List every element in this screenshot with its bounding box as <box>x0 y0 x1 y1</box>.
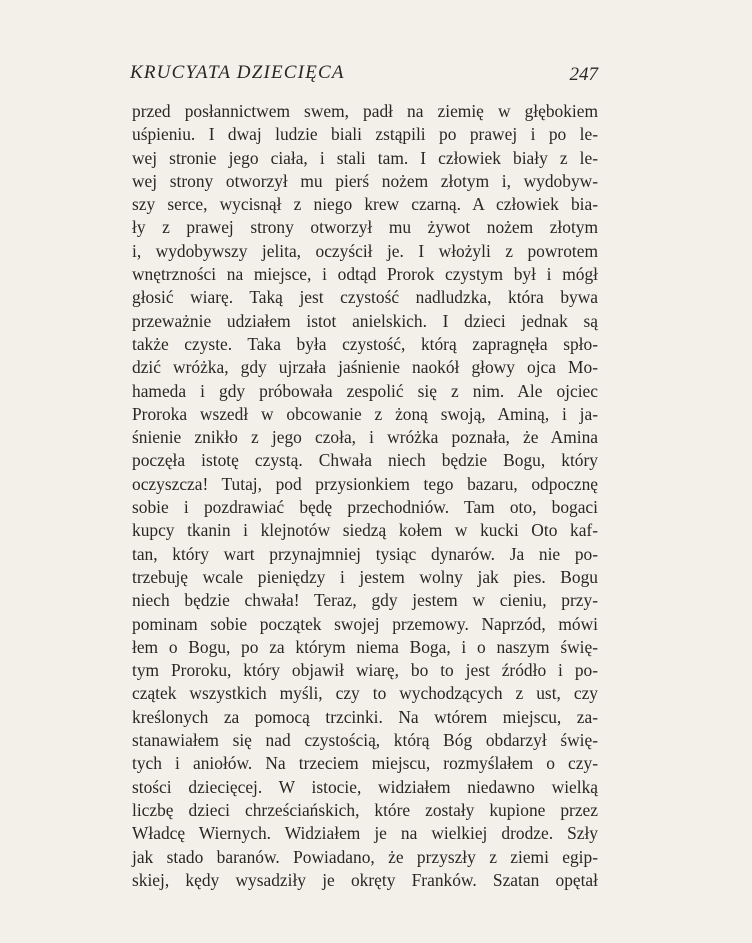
running-title: KRUCYATA DZIECIĘCA <box>130 62 345 83</box>
text-line: wej strony otworzył mu pierś nożem złotym i, wydobyw- <box>132 170 598 191</box>
text-line: sobie i pozdrawiać będę przechodniów. Tam oto, bogaci <box>132 497 598 518</box>
text-line: kupcy tkanin i klejnotów siedzą kołem w kucki Oto kaf- <box>132 520 598 541</box>
text-line: i, wydobywszy jelita, oczyścił je. I włożyli z powrotem <box>132 240 598 261</box>
text-line: Proroka wszedł w obcowanie z żoną swoją, Aminą, i ja- <box>132 403 598 424</box>
text-line: tych i aniołów. Na trzeciem miejscu, rozmyślałem o czy- <box>132 753 598 774</box>
text-line: poczęła istotę czystą. Chwała niech będzie Bogu, który <box>132 450 598 471</box>
text-line: Władcę Wiernych. Widziałem je na wielkiej drodze. Szły <box>132 823 598 844</box>
body-text <box>132 100 598 892</box>
text-line: uśpieniu. I dwaj ludzie biali zstąpili po prawej i po le- <box>132 124 598 145</box>
text-line: pominam sobie początek swojej przemowy. Naprzód, mówi <box>132 613 598 634</box>
text-line: głosić wiarę. Taką jest czystość nadludzka, która bywa <box>132 287 598 308</box>
text-line: szy serce, wycisnął z niego krew czarną. A człowiek bia- <box>132 194 598 215</box>
page-number: 247 <box>569 64 598 85</box>
text-line: jak stado baranów. Powiadano, że przyszły z ziemi egip- <box>132 846 598 867</box>
text-line: hameda i gdy próbowała zespolić się z nim. Ale ojciec <box>132 380 598 401</box>
text-line: śnienie znikło z jego czoła, i wróżka poznała, że Amina <box>132 427 598 448</box>
text-line: dzić wróżka, gdy ujrzała jaśnienie naokół głowy ojca Mo- <box>132 357 598 378</box>
text-line: stanawiałem się nad czystością, którą Bóg obdarzył świę- <box>132 730 598 751</box>
text-line: tan, który wart przynajmniej tysiąc dynarów. Ja nie po- <box>132 543 598 564</box>
text-line: przed posłannictwem swem, padł na ziemię w głębokiem <box>132 101 598 121</box>
text-line: wej stronie jego ciała, i stali tam. I człowiek biały z le- <box>132 147 598 168</box>
text-line: stości dziecięcej. W istocie, widziałem niedawno wielką <box>132 776 598 797</box>
text-line: oczyszcza! Tutaj, pod przysionkiem tego bazaru, odpocznę <box>132 473 598 494</box>
text-line: skiej, kędy wysadziły je okręty Franków. Szatan opętał <box>132 869 598 890</box>
text-line: czątek wszystkich myśli, czy to wychodzących z ust, czy <box>132 683 598 704</box>
text-line: przeważnie udziałem istot anielskich. I dzieci jednak są <box>132 310 598 331</box>
text-line: trzebuję wcale pieniędzy i jestem wolny jak pies. Bogu <box>132 566 598 587</box>
text-line: ły z prawej strony otworzył mu żywot nożem złotym <box>132 217 598 238</box>
text-line: wnętrzności na miejsce, i odtąd Prorok czystym był i mógł <box>132 264 598 285</box>
text-line: także czyste. Taka była czystość, którą zapragnęła spło- <box>132 333 598 354</box>
page-header <box>130 62 598 90</box>
text-line: tym Proroku, który objawił wiarę, bo to jest źródło i po- <box>132 660 598 681</box>
text-line: łem o Bogu, po za którym niema Boga, i o naszym świę- <box>132 636 598 657</box>
text-line: liczbę dzieci chrześciańskich, które zostały kupione przez <box>132 799 598 820</box>
text-line: kreślonych za pomocą trzcinki. Na wtórem miejscu, za- <box>132 706 598 727</box>
text-line: niech będzie chwała! Teraz, gdy jestem w cieniu, przy- <box>132 590 598 611</box>
